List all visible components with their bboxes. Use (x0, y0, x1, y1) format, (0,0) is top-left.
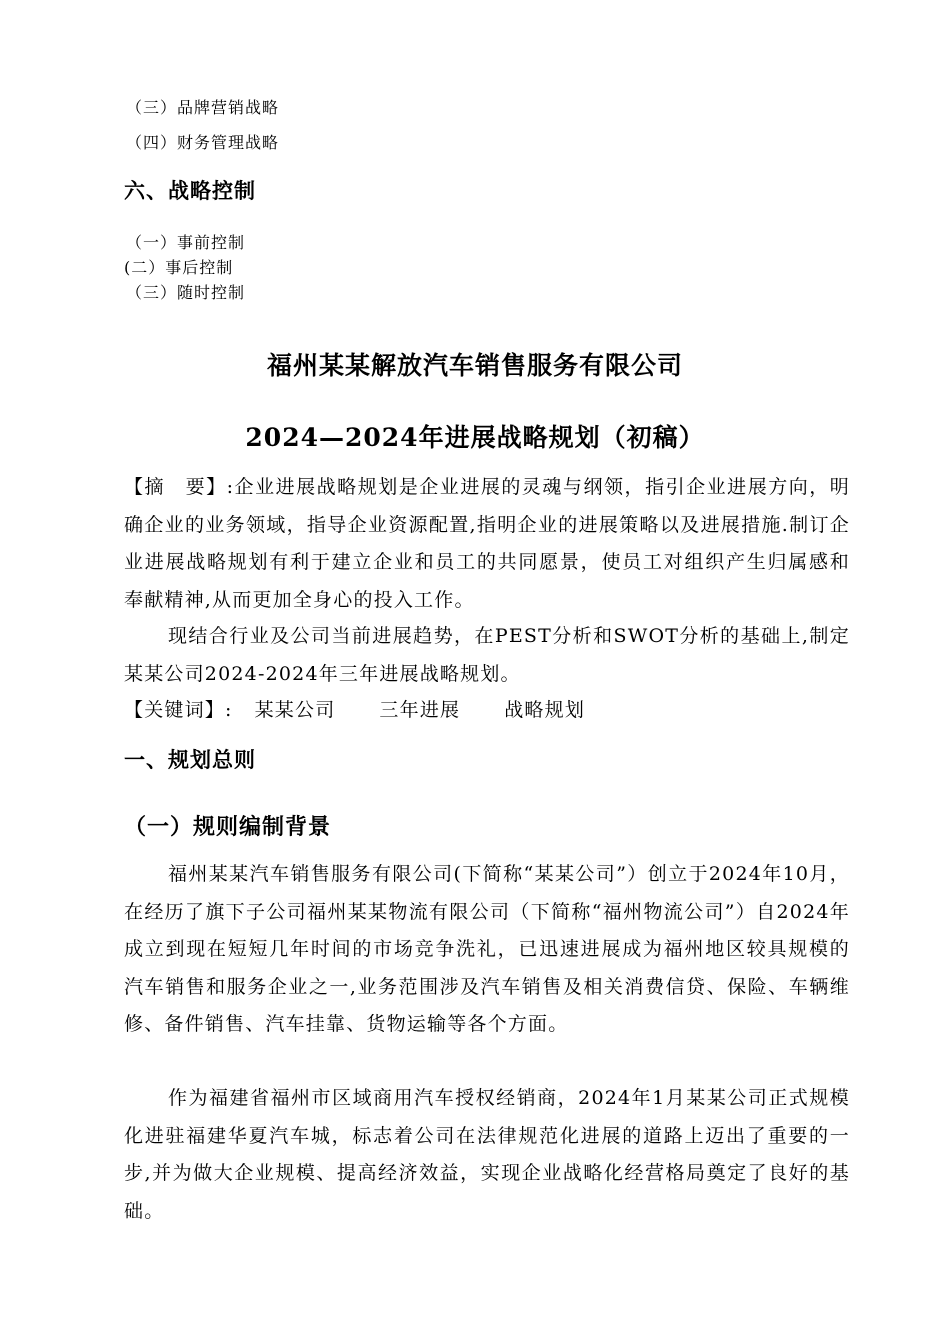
document-title-plan: 2024—2024年进展战略规划（初稿） (245, 423, 705, 452)
toc-item-brand-marketing: （三）品牌营销战略 (126, 98, 280, 117)
control-item-realtime: （三）随时控制 (126, 283, 246, 302)
toc-item-finance: （四）财务管理战略 (126, 133, 280, 152)
keywords-label: 【关键词】: (124, 699, 233, 721)
keyword-item: 某某公司 (254, 699, 336, 721)
keywords-line (124, 692, 850, 730)
keyword-item: 战略规划 (504, 699, 586, 721)
background-paragraph-1: 福州某某汽车销售服务有限公司(下简称“某某公司”）创立于2024年10月，在经历了旗下子公司福州某某物流有限公司（下简称“福州物流公司”）自2024年成立到现在短短几年时间的市场竞争洗礼，已迅速进展成为福州地区较具规模的汽车销售和服务企业之一,业务范围涉及汽车销售及相关消费信贷、保险、车辆维修、备件销售、汽车挂靠、货物运输等各个方面。 (124, 863, 850, 1035)
abstract-paragraph: 【摘 要】:企业进展战略规划是企业进展的灵魂与纲领，指引企业进展方向，明确企业的业务领域，指导企业资源配置,指明企业的进展策略以及进展措施.制订企业进展战略规划有利于建立企业和员工的共同愿景，使员工对组织产生归属感和奉献精神,从而更加全身心的投入工作。 (124, 476, 850, 611)
document-title-company: 福州某某解放汽车销售服务有限公司 (266, 351, 683, 380)
control-item-pre: （一）事前控制 (126, 233, 246, 252)
section-six-title: 六、战略控制 (124, 178, 256, 203)
control-item-post: (二）事后控制 (124, 258, 234, 277)
keyword-item: 三年进展 (379, 699, 461, 721)
abstract-paragraph-2: 现结合行业及公司当前进展趋势，在PEST分析和SWOT分析的基础上,制定某某公司2024-2024年三年进展战略规划。 (124, 625, 850, 685)
subsection-background-title: （一）规则编制背景 (124, 814, 332, 840)
background-paragraph-2: 作为福建省福州市区域商用汽车授权经销商，2024年1月某某公司正式规模化进驻福建华夏汽车城，标志着公司在法律规范化进展的道路上迈出了重要的一步,并为做大企业规模、提高经济效益，实现企业战略化经营格局奠定了良好的基础。 (124, 1087, 850, 1222)
section-one-title: 一、规划总则 (124, 747, 256, 772)
